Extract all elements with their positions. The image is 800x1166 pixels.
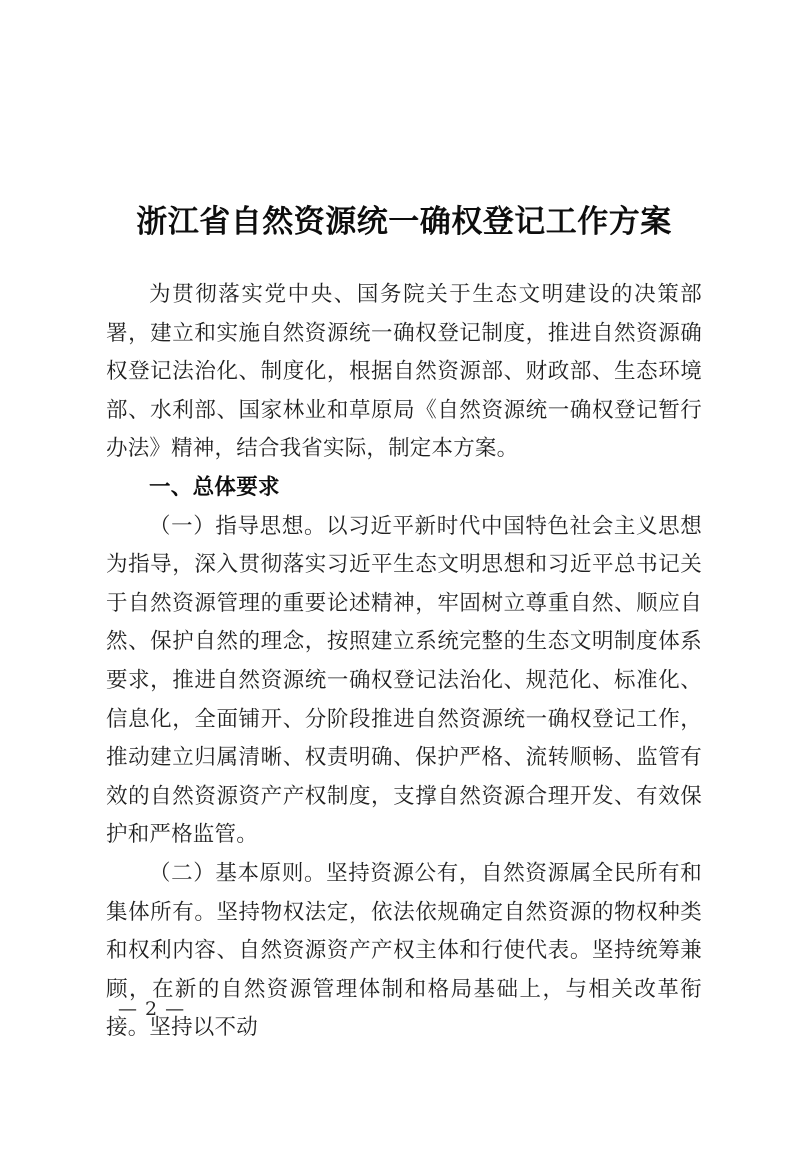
document-body xyxy=(106,276,702,1048)
paragraph-guiding-ideology: （一）指导思想。以习近平新时代中国特色社会主义思想为指导，深入贯彻落实习近平生态文明思想和习近平总书记关于自然资源管理的重要论述精神，牢固树立尊重自然、顺应自然、保护自然的理念，按照建立系统完整的生态文明制度体系要求，推进自然资源统一确权登记法治化、规范化、标准化、信息化，全面铺开、分阶段推进自然资源统一确权登记工作，推动建立归属清晰、权责明确、保护严格、流转顺畅、监管有效的自然资源资产产权制度，支撑自然资源合理开发、有效保护和严格监管。 xyxy=(106,513,702,848)
paragraph-preamble: 为贯彻落实党中央、国务院关于生态文明建设的决策部署，建立和实施自然资源统一确权登记制度，推进自然资源确权登记法治化、制度化，根据自然资源部、财政部、生态环境部、水利部、国家林业和草原局《自然资源统一确权登记暂行办法》精神，结合我省实际，制定本方案。 xyxy=(106,282,702,462)
page-title: 浙江省自然资源统一确权登记工作方案 xyxy=(136,204,672,240)
section-heading-overall-requirements: 一、总体要求 xyxy=(149,474,280,500)
page-content xyxy=(106,186,702,1048)
paragraph-basic-principles: （二）基本原则。坚持资源公有，自然资源属全民所有和集体所有。坚持物权法定，依法依规确定自然资源的物权种类和权利内容、自然资源资产产权主体和行使代表。坚持统筹兼顾，在新的自然资源管理体制和格局基础上，与相关改革衔接。坚持以不动 xyxy=(106,860,702,1041)
page-number: — 2 — xyxy=(118,998,186,1020)
